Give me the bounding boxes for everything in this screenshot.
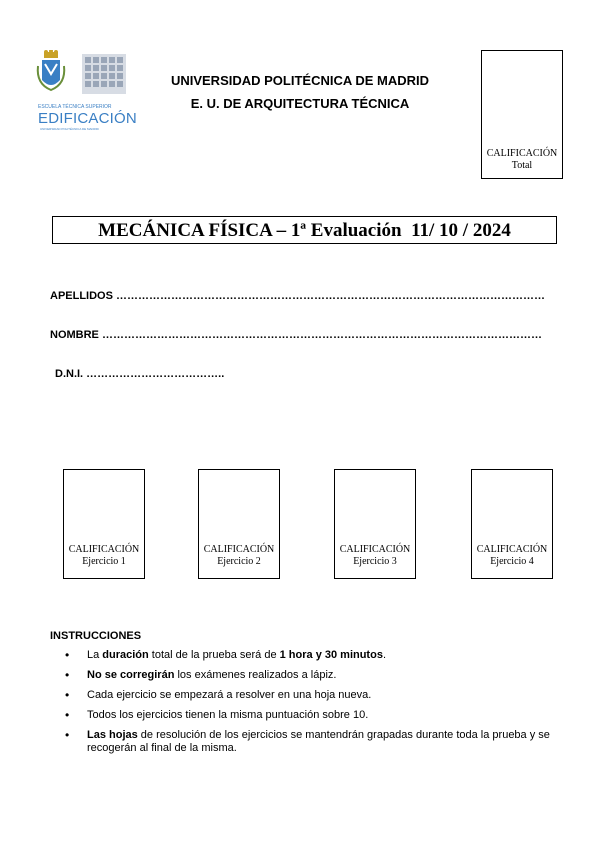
instruction-text: Cada ejercicio se empezará a resolver en una hoja nueva. xyxy=(87,689,372,701)
dni-field: D.N.I. ……………………………….. xyxy=(55,368,225,380)
apellidos-field: APELLIDOS ……………………………………………………………………………………………………… xyxy=(50,290,546,302)
instruction-emphasis: No se corregirán xyxy=(87,669,175,681)
instruction-text: los exámenes realizados a lápiz. xyxy=(174,669,337,681)
grade-box-sublabel: Ejercicio 1 xyxy=(82,556,126,567)
instruction-item xyxy=(62,689,552,702)
instruction-emphasis: duración xyxy=(102,649,149,661)
university-name: UNIVERSIDAD POLITÉCNICA DE MADRID xyxy=(170,73,430,88)
university-crest-icon xyxy=(34,50,134,110)
grade-box-exercise-3 xyxy=(334,469,416,579)
grade-box-label: CALIFICACIÓN xyxy=(476,544,548,555)
instruction-item xyxy=(62,709,552,722)
school-name: E. U. DE ARQUITECTURA TÉCNICA xyxy=(190,96,410,111)
exam-title: MECÁNICA FÍSICA – 1ª Evaluación 11/ 10 / 2024 xyxy=(52,216,557,244)
grade-box-label: CALIFICACIÓN xyxy=(68,544,140,555)
instruction-item xyxy=(62,729,552,755)
instruction-text: de resolución de los ejercicios se mantendrán grapadas durante toda la prueba y se recogerán al final de la misma. xyxy=(87,729,550,754)
instructions-list xyxy=(62,649,552,762)
grade-box-sublabel: Ejercicio 4 xyxy=(490,556,534,567)
instruction-item xyxy=(62,669,552,682)
grade-box-label: CALIFICACIÓN xyxy=(203,544,275,555)
instruction-emphasis: 1 hora y 30 minutos xyxy=(279,649,383,661)
total-grade-label: CALIFICACIÓN xyxy=(486,148,558,159)
grade-box-sublabel: Ejercicio 3 xyxy=(353,556,397,567)
grade-box-exercise-4 xyxy=(471,469,553,579)
instruction-item xyxy=(62,649,552,662)
instruction-text: Todos los ejercicios tienen la misma puntuación sobre 10. xyxy=(87,709,369,721)
instruction-text: La xyxy=(87,649,103,661)
logo-subtitle: ESCUELA TÉCNICA SUPERIOR xyxy=(38,104,112,110)
instruction-text: . xyxy=(382,649,386,661)
total-grade-sublabel: Total xyxy=(511,160,533,171)
logo-brand-text: EDIFICACIÓN xyxy=(38,110,137,127)
instruction-emphasis: Las hojas xyxy=(87,729,138,741)
grade-box-sublabel: Ejercicio 2 xyxy=(217,556,261,567)
total-grade-box xyxy=(481,50,563,179)
instructions-title: INSTRUCCIONES xyxy=(50,630,142,642)
grade-box-label: CALIFICACIÓN xyxy=(339,544,411,555)
grade-box-exercise-1 xyxy=(63,469,145,579)
nombre-field: NOMBRE ………………………………………………………………………………………………………… xyxy=(50,329,542,341)
grade-box-exercise-2 xyxy=(198,469,280,579)
instruction-text: total de la prueba será de xyxy=(148,649,280,661)
logo-tagline: UNIVERSIDAD POLITÉCNICA DE MADRID xyxy=(40,127,99,131)
